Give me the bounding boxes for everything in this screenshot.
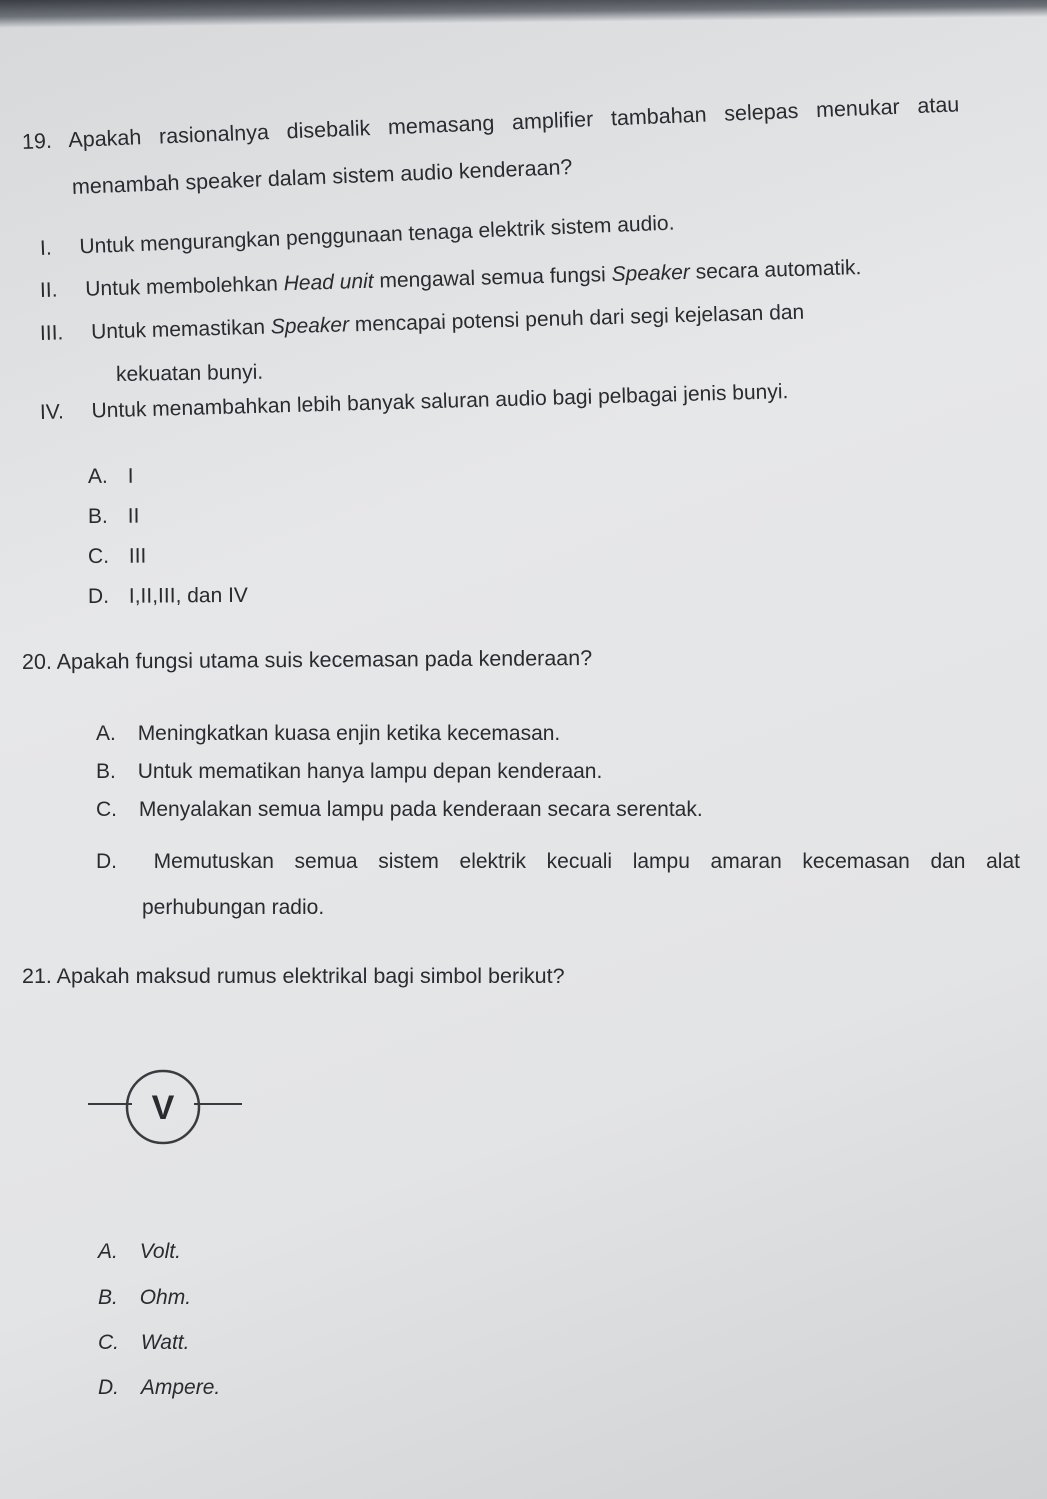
- page-top-edge-shadow: [0, 0, 1047, 28]
- option-letter: A.: [87, 464, 108, 488]
- option-text: Menyalakan semua lampu pada kenderaan secara serentak.: [138, 798, 703, 821]
- option-letter: B.: [96, 760, 116, 783]
- option-text: Untuk mematikan hanya lampu depan kenderaan.: [137, 760, 603, 783]
- statement-italic-term: Speaker: [611, 260, 691, 287]
- option-text: Memutuskan semua sistem elektrik kecuali lampu amaran kecemasan dan alat: [153, 850, 1020, 873]
- option-letter: A.: [96, 722, 116, 745]
- statement-text: Untuk membolehkan: [85, 272, 285, 301]
- option-letter: C.: [98, 1331, 119, 1354]
- q21-question: 21. Apakah maksud rumus elektrikal bagi simbol berikut?: [22, 964, 565, 988]
- statement-italic-term: Head unit: [283, 269, 374, 296]
- statement-text: Untuk memastikan: [90, 315, 272, 344]
- option-text: Meningkatkan kuasa enjin ketika kecemasan.: [137, 722, 561, 745]
- q19-statement-4: [40, 381, 789, 423]
- option-letter: C.: [96, 798, 117, 821]
- option-text: Watt.: [140, 1331, 190, 1354]
- q20-question: 20. Apakah fungsi utama suis kecemasan pada kenderaan?: [21, 646, 593, 674]
- option-text: I: [127, 464, 134, 488]
- q20-option-d[interactable]: [96, 851, 1020, 872]
- statement-text: Untuk mengurangkan penggunaan tenaga elektrik sistem audio.: [79, 211, 675, 259]
- q21-option-a[interactable]: [98, 1241, 181, 1262]
- option-letter: B.: [87, 504, 108, 528]
- option-text: Volt.: [139, 1240, 181, 1263]
- q19-question-line-1: 19. Apakah rasionalnya disebalik memasang amplifier tambahan selepas menukar atau: [21, 92, 960, 154]
- q19-statement-1: [40, 213, 675, 259]
- q20-option-b[interactable]: [96, 761, 602, 782]
- q19-option-d[interactable]: [88, 585, 248, 607]
- q20-option-d-continuation: perhubungan radio.: [142, 896, 325, 919]
- statement-text: mencapai potensi penuh dari segi kejelasan dan: [348, 300, 805, 337]
- q19-option-c[interactable]: [88, 546, 147, 567]
- option-letter: D.: [96, 850, 117, 873]
- option-text: Ohm.: [139, 1286, 192, 1309]
- option-letter: D.: [98, 1376, 119, 1399]
- statement-italic-term: Speaker: [270, 313, 350, 339]
- q20-option-a[interactable]: [96, 723, 560, 744]
- statement-number: IV.: [39, 400, 65, 424]
- statement-number: I.: [39, 236, 53, 260]
- option-letter: B.: [98, 1286, 118, 1309]
- statement-number: III.: [39, 321, 64, 345]
- q21-option-d[interactable]: [98, 1377, 220, 1398]
- option-text: II: [127, 504, 140, 528]
- q20-option-c[interactable]: [96, 799, 703, 820]
- option-text: I,II,III, dan IV: [128, 583, 248, 608]
- symbol-letter: V: [151, 1089, 175, 1127]
- statement-text: Untuk menambahkan lebih banyak saluran audio bagi pelbagai jenis bunyi.: [91, 380, 789, 423]
- q21-option-b[interactable]: [98, 1287, 191, 1308]
- option-text: III: [128, 544, 147, 568]
- statement-text: mengawal semua fungsi: [373, 263, 612, 293]
- option-letter: A.: [98, 1240, 118, 1263]
- q19-statement-3: [40, 302, 805, 344]
- q19-option-a[interactable]: [88, 466, 134, 487]
- option-letter: C.: [87, 544, 110, 568]
- q21-option-c[interactable]: [98, 1332, 189, 1353]
- option-letter: D.: [87, 584, 110, 608]
- q19-question-line-2: menambah speaker dalam sistem audio kenderaan?: [71, 154, 573, 199]
- option-text: Ampere.: [140, 1376, 221, 1399]
- voltmeter-symbol-icon: [80, 1060, 260, 1150]
- q19-option-b[interactable]: [88, 506, 140, 527]
- q19-statement-2: [40, 257, 862, 301]
- statement-text: secara automatik.: [689, 256, 862, 284]
- q19-statement-3-continuation: kekuatan bunyi.: [115, 360, 264, 386]
- statement-number: II.: [39, 278, 58, 302]
